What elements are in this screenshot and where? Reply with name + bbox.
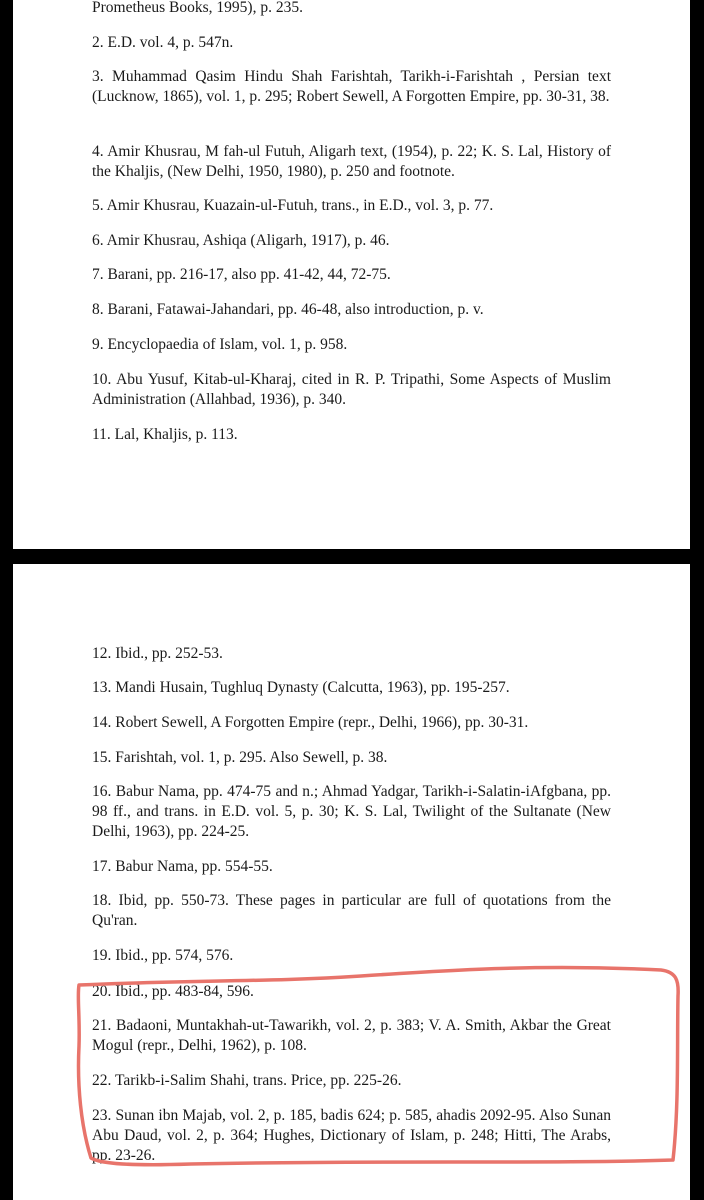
footnote-18: 18. Ibid, pp. 550-73. These pages in particular are full of quotations from the Qu'ran. — [92, 892, 611, 929]
footnote-23: 23. Sunan ibn Majab, vol. 2, p. 185, badis 624; p. 585, ahadis 2092-95. Also Sunan Abu Daud, vol. 2, p. 364; Hughes, Dictionary of Islam, p. 248; Hitti, The Arabs, pp. 23-26. — [92, 1107, 611, 1164]
footnote-13: 13. Mandi Husain, Tughluq Dynasty (Calcutta, 1963), pp. 195-257. — [92, 679, 510, 696]
footnote-19: 19. Ibid., pp. 574, 576. — [92, 947, 234, 964]
footnote-1-continued: Prometheus Books, 1995), p. 235. — [92, 0, 303, 16]
footnote-11: 11. Lal, Khaljis, p. 113. — [92, 426, 238, 443]
footnote-14: 14. Robert Sewell, A Forgotten Empire (repr., Delhi, 1966), pp. 30-31. — [92, 714, 529, 731]
footnote-21: 21. Badaoni, Muntakhah-ut-Tawarikh, vol. 2, p. 383; V. A. Smith, Akbar the Great Mogul (repr., Delhi, 1962), p. 108. — [92, 1017, 611, 1054]
footnote-15: 15. Farishtah, vol. 1, p. 295. Also Sewell, p. 38. — [92, 749, 388, 766]
footnote-8: 8. Barani, Fatawai-Jahandari, pp. 46-48, also introduction, p. v. — [92, 301, 484, 318]
footnote-9: 9. Encyclopaedia of Islam, vol. 1, p. 958. — [92, 336, 348, 353]
footnote-22: 22. Tarikb-i-Salim Shahi, trans. Price, pp. 225-26. — [92, 1072, 402, 1089]
document-page-1 — [13, 0, 690, 549]
footnote-2: 2. E.D. vol. 4, p. 547n. — [92, 34, 234, 51]
footnote-20: 20. Ibid., pp. 483-84, 596. — [92, 983, 254, 1000]
footnote-17: 17. Babur Nama, pp. 554-55. — [92, 858, 273, 875]
footnote-16: 16. Babur Nama, pp. 474-75 and n.; Ahmad Yadgar, Tarikh-i-Salatin-iAfgbana, pp. 98 ff., and trans. in E.D. vol. 5, p. 30; K. S. Lal, Twilight of the Sultanate (New Delhi, 1963), pp. 224-25. — [92, 783, 611, 840]
footnote-10: 10. Abu Yusuf, Kitab-ul-Kharaj, cited in R. P. Tripathi, Some Aspects of Muslim Administration (Allahbad, 1936), p. 340. — [92, 371, 611, 408]
footnote-3: 3. Muhammad Qasim Hindu Shah Farishtah, Tarikh-i-Farishtah , Persian text (Lucknow, 1865), vol. 1, p. 295; Robert Sewell, A Forgotten Empire, pp. 30-31, 38. — [92, 68, 611, 105]
footnote-5: 5. Amir Khusrau, Kuazain-ul-Futuh, trans., in E.D., vol. 3, p. 77. — [92, 197, 494, 214]
document-page-2 — [13, 564, 690, 1200]
footnote-4: 4. Amir Khusrau, M fah-ul Futuh, Aligarh text, (1954), p. 22; K. S. Lal, History of the Khaljis, (New Delhi, 1950, 1980), p. 250 and footnote. — [92, 143, 611, 180]
footnote-12: 12. Ibid., pp. 252-53. — [92, 645, 223, 662]
footnote-7: 7. Barani, pp. 216-17, also pp. 41-42, 44, 72-75. — [92, 266, 391, 283]
footnote-6: 6. Amir Khusrau, Ashiqa (Aligarh, 1917), p. 46. — [92, 232, 390, 249]
